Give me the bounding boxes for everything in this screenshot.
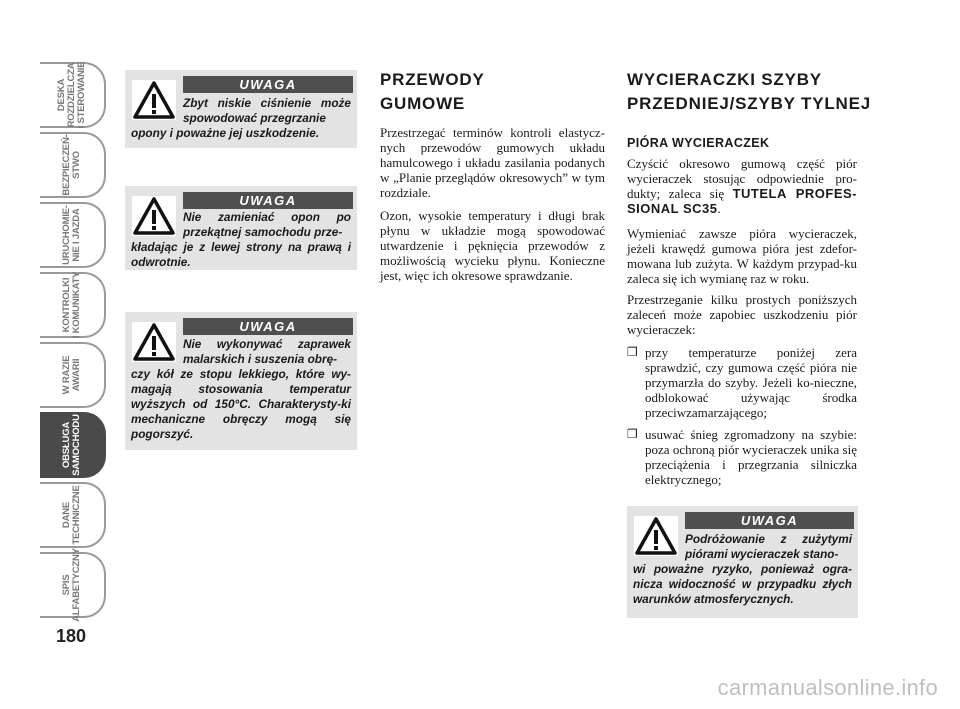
tab-technical-data[interactable] — [40, 482, 106, 548]
warning-box — [125, 70, 357, 148]
checkbox-bullet-icon: ❒ — [627, 427, 638, 441]
warning-header: UWAGA — [183, 318, 353, 335]
checkbox-bullet-icon: ❒ — [627, 345, 638, 359]
page-number: 180 — [56, 626, 87, 646]
warning-lead: Podróżowanie z zużytymi piórami wycieraczek stano- — [685, 532, 852, 561]
warning-triangle-icon — [132, 80, 176, 120]
wipers-paragraph: Przestrzeganie kilku prostych poniższych zaleceń może zapobiec uszkodzeniu piór wycieraczek: — [627, 292, 857, 337]
tab-index[interactable] — [40, 548, 106, 622]
tab-maintenance[interactable] — [40, 412, 106, 478]
warning-box — [125, 186, 357, 270]
warning-box — [125, 312, 357, 450]
warning-lead: Nie wykonywać zaprawek malarskich i suszenia obrę- — [183, 337, 351, 366]
warning-box — [627, 506, 858, 618]
tab-emergency[interactable] — [40, 342, 106, 408]
tab-label: DANE TECHNICZNE — [61, 485, 82, 545]
list-item-text: przy temperaturze poniżej zera sprawdzić, czy gumowa część pióra nie przymarzła do szyby. Jeżeli ko-nieczne, odblokować używając środka przeciwzamarzającego; — [645, 345, 857, 420]
watermark: carmanualsonline.info — [717, 675, 938, 700]
warning-text: opony i poważne jej uszkodzenie. — [131, 126, 320, 140]
warning-header: UWAGA — [183, 76, 353, 93]
warning-text: czy kół ze stopu lekkiego, które wy-magają stosowania temperatur wyższych od 150°C. Charakterysty-ki mechaniczne obręczy mogą się pogorszyć. — [131, 367, 351, 441]
tab-label: BEZPIECZEŃ- STWO — [61, 134, 82, 196]
hoses-paragraph: Przestrzegać terminów kontroli elastycz-nych przewodów gumowych układu hamulcowego i układu zasilania podanych w „Planie przeglądów okresowych” w tym rozdziale. — [380, 125, 605, 200]
title-line: GUMOWE — [380, 94, 466, 113]
wipers-paragraph — [627, 156, 857, 216]
text: . — [717, 201, 721, 216]
tab-label: OBSŁUGA SAMOCHODU — [61, 414, 82, 476]
tab-label: KONTROLKI I KOMUNIKATY — [61, 271, 82, 339]
warning-header: UWAGA — [685, 512, 854, 529]
title-line: WYCIERACZKI SZYBY — [627, 70, 822, 89]
warning-triangle-icon — [634, 516, 678, 556]
warning-text: wi poważne ryzyko, ponieważ ogra-nicza widoczność w przypadku złych warunków atmosferycznych. — [633, 562, 852, 606]
product-name: TUTELA PROFES-SIONAL SC35 — [627, 186, 857, 216]
warning-lead: Zbyt niskie ciśnienie może spowodować przegrzanie — [183, 96, 351, 125]
section-title-wipers — [627, 68, 871, 116]
list-item — [627, 345, 857, 420]
tab-warning-lights[interactable] — [40, 272, 106, 338]
title-line: PRZEDNIEJ/SZYBY TYLNEJ — [627, 94, 872, 113]
warning-triangle-icon — [132, 322, 176, 362]
tab-dashboard[interactable] — [40, 62, 106, 128]
subsection-title: PIÓRA WYCIERACZEK — [627, 136, 770, 150]
tab-starting-driving[interactable] — [40, 202, 106, 268]
tab-safety[interactable] — [40, 132, 106, 198]
section-title-hoses — [380, 68, 485, 116]
list-item — [627, 427, 857, 487]
tab-label: W RAZIE AWARII — [61, 355, 82, 395]
warning-lead: Nie zamieniać opon po przekątnej samochodu prze- — [183, 210, 351, 239]
wipers-paragraph: Wymieniać zawsze pióra wycieraczek, jeżeli krawędź gumowa pióra jest zdefor-mowana lub zużyta. W każdym przypad-ku zaleca się ich wymianę raz w roku. — [627, 226, 857, 286]
tab-label: URUCHOMIE- NIE I JAZDA — [61, 205, 82, 265]
text: Czyścić okresowo gumową część piór wycieraczek stosując odpowiednie pro-dukty; zaleca się — [627, 156, 857, 201]
tab-label: DESKA ROZDZIELCZA I STEROWANIE — [56, 61, 87, 129]
list-item-text: usuwać śnieg zgromadzony na szybie: poza ochroną piór wycieraczek unika się przeciążenia i przegrzania silniczka elektrycznego; — [645, 427, 857, 487]
warning-text: kładając je z lewej strony na prawą i odwrotnie. — [131, 240, 351, 269]
hoses-paragraph: Ozon, wysokie temperatury i długi brak płynu w układzie mogą spowodować utwardzenie i pęknięcia przewodów z możliwością wycieku płynu. Konieczne jest, więc ich okresowe sprawdzanie. — [380, 208, 605, 283]
tab-label: SPIS ALFABETYCZNY — [61, 548, 82, 622]
title-line: PRZEWODY — [380, 70, 485, 89]
warning-triangle-icon — [132, 196, 176, 236]
warning-header: UWAGA — [183, 192, 353, 209]
